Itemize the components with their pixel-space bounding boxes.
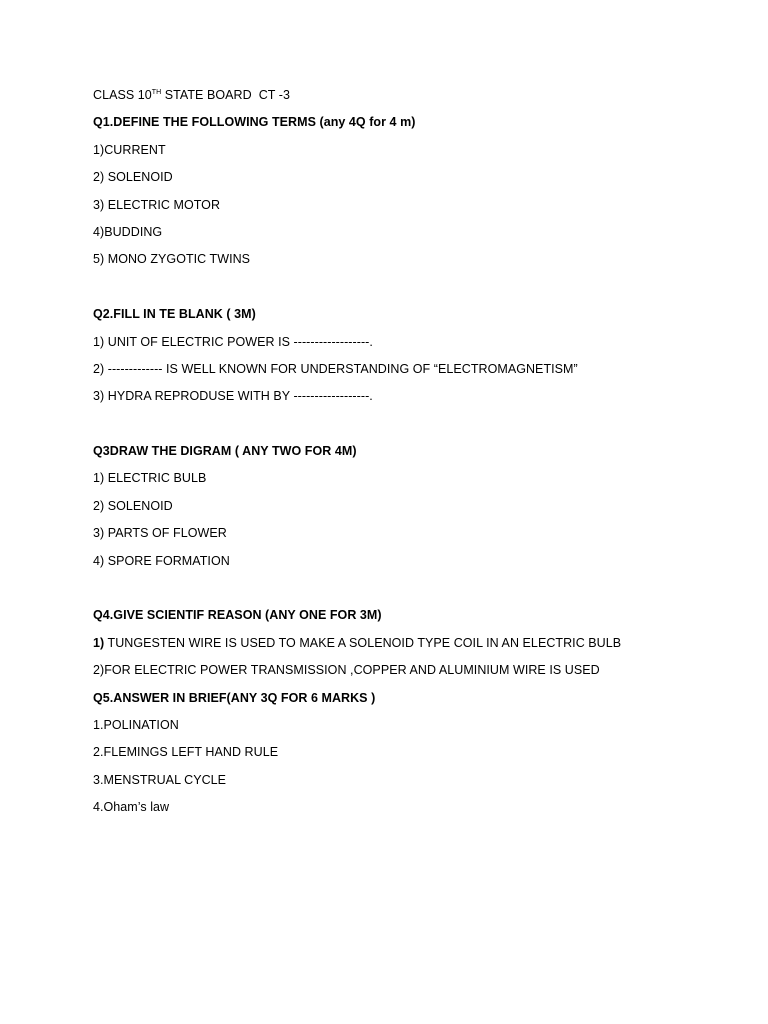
class-suffix: STATE BOARD CT -3 bbox=[161, 88, 290, 102]
q5-item-4: 4.Oham’s law bbox=[93, 800, 170, 815]
q3-item-2: 2) SOLENOID bbox=[93, 498, 173, 513]
q1-item-4: 4)BUDDING bbox=[93, 224, 163, 239]
q3-item-1: 1) ELECTRIC BULB bbox=[93, 471, 207, 486]
q4-item-1 bbox=[93, 635, 733, 652]
q1-heading: Q1.DEFINE THE FOLLOWING TERMS (any 4Q for 4 m) bbox=[93, 115, 416, 130]
document-page bbox=[93, 87, 733, 827]
q5-item-3: 3.MENSTRUAL CYCLE bbox=[93, 772, 227, 787]
section-spacer bbox=[93, 416, 733, 443]
q2-heading: Q2.FILL IN TE BLANK ( 3M) bbox=[93, 307, 256, 322]
class-superscript: TH bbox=[151, 89, 162, 96]
q2-item-1: 1) UNIT OF ELECTRIC POWER IS ------------------. bbox=[93, 334, 373, 349]
q5-item-2: 2.FLEMINGS LEFT HAND RULE bbox=[93, 745, 279, 760]
q4-item-1-number: 1) bbox=[93, 635, 105, 650]
q1-item-1: 1)CURRENT bbox=[93, 142, 166, 157]
section-spacer bbox=[93, 580, 733, 607]
q4-item-2: 2)FOR ELECTRIC POWER TRANSMISSION ,COPPER AND ALUMINIUM WIRE IS USED bbox=[93, 663, 600, 678]
q2-item-3: 3) HYDRA REPRODUSE WITH BY ------------------. bbox=[93, 389, 373, 404]
q1-item-3: 3) ELECTRIC MOTOR bbox=[93, 197, 221, 212]
q3-item-3: 3) PARTS OF FLOWER bbox=[93, 526, 227, 541]
q2-item-2: 2) ------------- IS WELL KNOWN FOR UNDERSTANDING OF “ELECTROMAGNETISM” bbox=[93, 361, 578, 376]
q3-item-4: 4) SPORE FORMATION bbox=[93, 553, 230, 568]
section-spacer bbox=[93, 279, 733, 306]
q4-heading: Q4.GIVE SCIENTIF REASON (ANY ONE FOR 3M) bbox=[93, 608, 382, 623]
q4-item-1-text: TUNGESTEN WIRE IS USED TO MAKE A SOLENOID TYPE COIL IN AN ELECTRIC BULB bbox=[104, 635, 622, 650]
q1-item-5: 5) MONO ZYGOTIC TWINS bbox=[93, 252, 251, 267]
q3-heading: Q3DRAW THE DIGRAM ( ANY TWO FOR 4M) bbox=[93, 444, 357, 459]
class-prefix: CLASS 10 bbox=[93, 88, 152, 102]
q1-item-2: 2) SOLENOID bbox=[93, 170, 173, 185]
test-header bbox=[93, 87, 733, 104]
q5-heading: Q5.ANSWER IN BRIEF(ANY 3Q FOR 6 MARKS ) bbox=[93, 690, 376, 705]
q5-item-1: 1.POLINATION bbox=[93, 717, 179, 732]
